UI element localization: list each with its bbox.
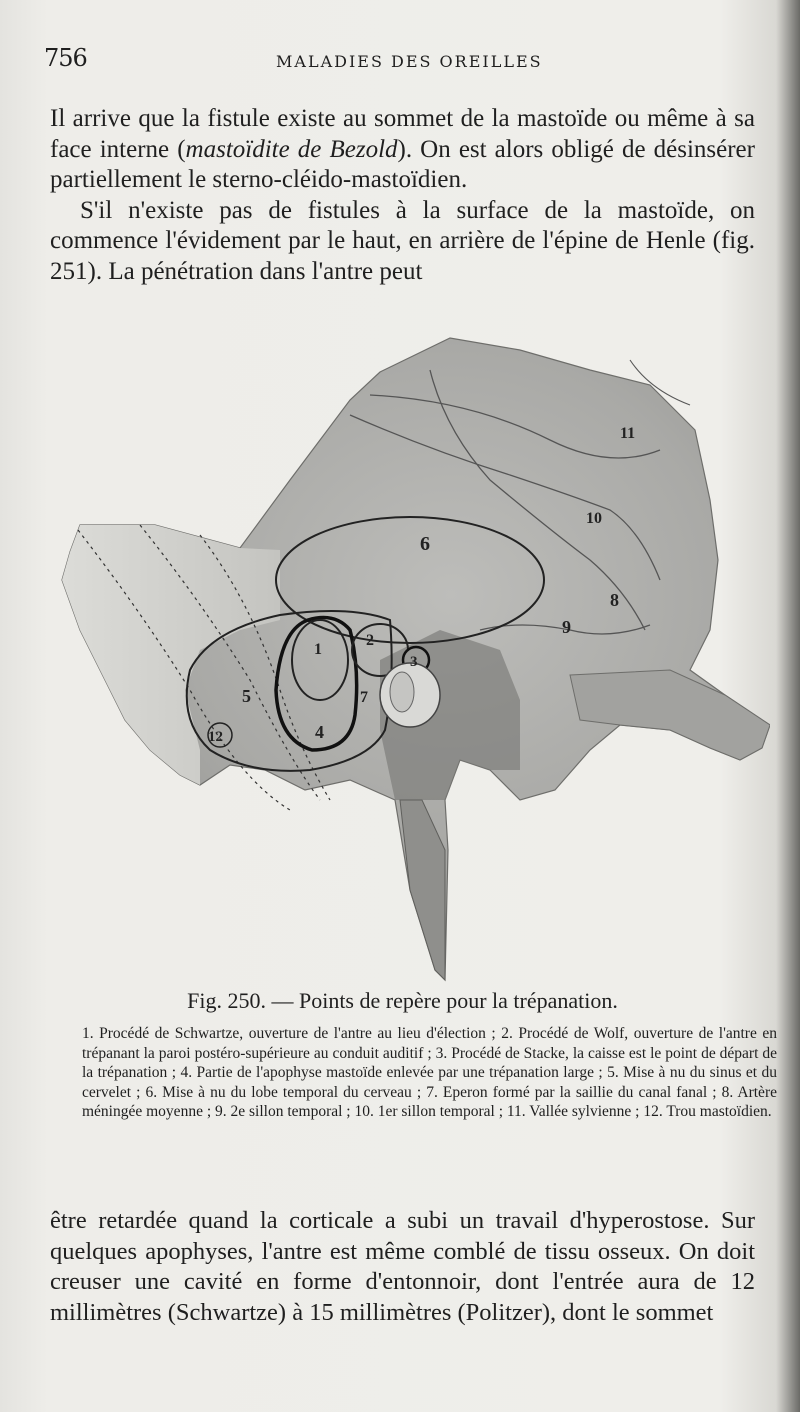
label-9: 9 (562, 617, 571, 637)
label-8: 8 (610, 590, 619, 610)
page-header (44, 44, 760, 78)
label-3: 3 (410, 654, 418, 670)
label-5: 5 (242, 686, 251, 706)
legend-item-5: 5. Mise à nu du sinus et du cervelet ; (82, 1064, 778, 1101)
legend-item-6: 6. Mise à nu du lobe temporal du cerveau ; (145, 1083, 427, 1101)
label-1: 1 (314, 641, 322, 658)
legend-item-12: 12. Trou mastoïdien. (643, 1103, 772, 1121)
label-10: 10 (586, 510, 602, 527)
label-4: 4 (315, 722, 324, 742)
label-2: 2 (366, 632, 374, 649)
body-text-top (50, 104, 755, 287)
label-12: 12 (208, 729, 223, 745)
legend-item-11: 11. Vallée sylvienne ; (506, 1103, 644, 1121)
figure-250-illustration (50, 330, 770, 1000)
legend-item-7: 7. Eperon formé par la saillie du canal fanal ; (426, 1083, 722, 1101)
paragraph-1 (50, 104, 755, 196)
running-title: MALADIES DES OREILLES (276, 52, 543, 71)
legend-item-8: 8. Artère méningée moyenne ; (82, 1083, 777, 1121)
legend-item-4: 4. Partie de l'apophyse mastoïde enlevée par une trépanation large ; (180, 1064, 608, 1082)
label-7: 7 (360, 689, 368, 706)
legend-item-1: 1. Procédé de Schwartze, ouverture de l'antre au lieu d'élection ; (82, 1025, 502, 1042)
legend-item-9: 9. 2e sillon temporal ; (215, 1103, 355, 1121)
body-text-bottom (50, 1206, 755, 1328)
skull-temporal-bone-drawing (50, 330, 770, 1000)
zygomatic-process (570, 670, 770, 760)
figure-caption-title: Fig. 250. — Points de repère pour la trépanation. (187, 988, 618, 1013)
paragraph-2: S'il n'existe pas de fistules à la surface de la mastoïde, on commence l'évidement par le haut, en arrière de l'épine de Henle (fig. 251). La pénétration dans l'antre peut (50, 196, 755, 285)
figure-legend (82, 1024, 777, 1122)
legend-item-10: 10. 1er sillon temporal ; (354, 1103, 507, 1121)
legend-item-3: 3. Procédé de Stacke, la caisse est le point de départ de la trépanation ; (82, 1044, 777, 1082)
label-11: 11 (620, 425, 636, 442)
paragraph-1-start: Il arrive que la fistule existe au sommet de la mastoïde ou même à sa face interne ( (50, 105, 755, 163)
bezold-term: mastoïdite de Bezold (185, 135, 398, 163)
label-6: 6 (420, 533, 430, 555)
legend-item-2: 2. Procédé de Wolf, ouverture de l'antre en trépanant la paroi postéro-supérieure au conduit auditif ; (82, 1025, 777, 1062)
paragraph-3: être retardée quand la corticale a subi un travail d'hyperostose. Sur quelques apophyses, l'antre est même comblé de tissu osseux. On doit creuser une cavité en forme d'entonnoir, dont l'entrée aura de 12 millimètres (Schwartze) à 15 millimètres (Politzer), dont le sommet (50, 1207, 755, 1326)
page-number: 756 (44, 44, 87, 72)
paragraph-1-end: ). On est alors obligé de désinsérer partiellement le sterno-cléido-mastoïdien. (50, 135, 755, 193)
